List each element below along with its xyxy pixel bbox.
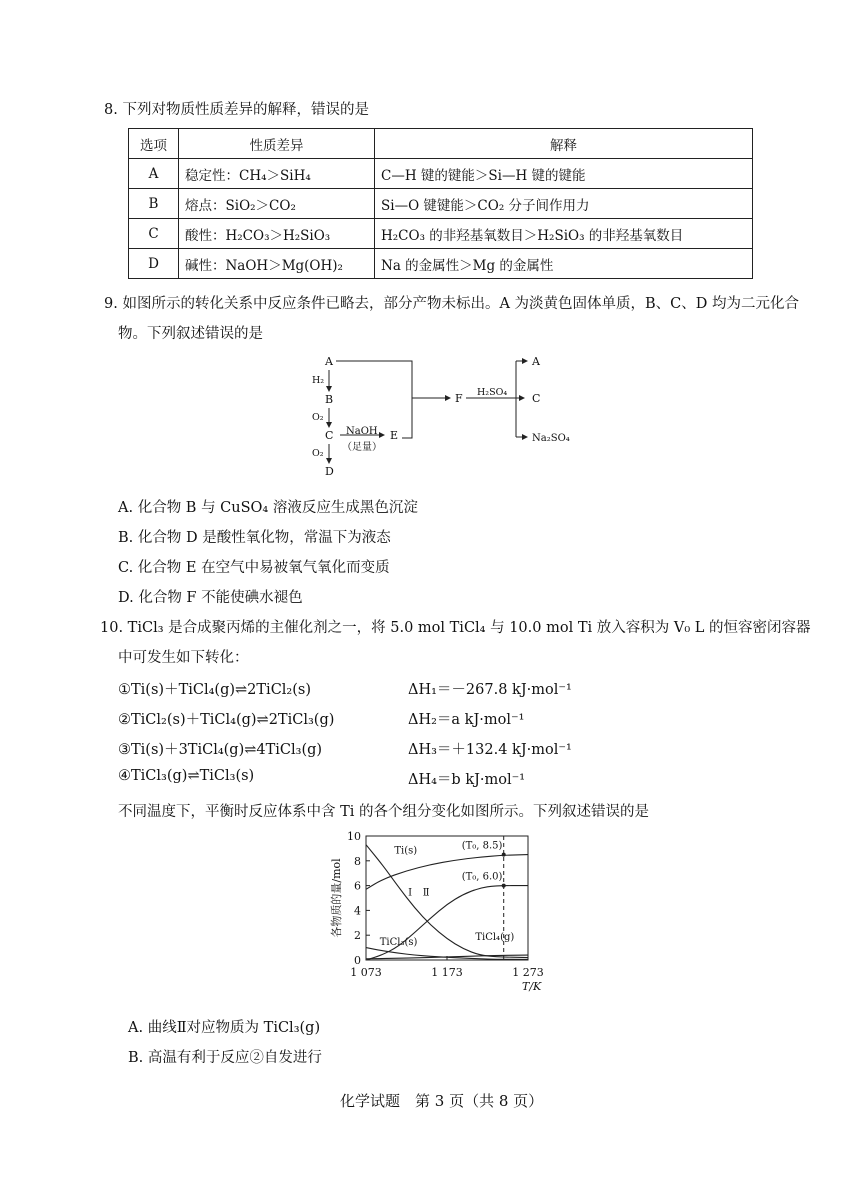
annotation-point [502,884,506,888]
annotation-label: (T₀, 8.5) [461,840,503,852]
y-tick-label: 8 [354,854,361,868]
y-tick-label: 10 [347,830,361,843]
header-option: 选项 [129,129,179,159]
y-tick-label: 4 [354,904,361,918]
row-option: A [129,159,179,189]
label-naoh: NaOH [346,426,378,437]
label-o2-second: O₂ [312,448,324,459]
equilibrium-chart [328,826,568,1004]
q9-option-c: C. 化合物 E 在空气中易被氧气氧化而变质 [118,560,390,576]
q9-option-b: B. 化合物 D 是酸性氧化物，常温下为液态 [118,530,391,546]
node-c: C [325,429,334,442]
node-d: D [325,465,334,478]
chart-intro: 不同温度下，平衡时反应体系中含 Ti 的各个组分变化如图所示。下列叙述错误的是 [118,804,650,820]
x-tick-label: 1 173 [431,966,463,979]
reaction-3-enthalpy: ΔH₃＝＋132.4 kJ·mol⁻¹ [408,742,572,758]
table-row [129,249,753,279]
header-property: 性质差异 [179,129,375,159]
node-b: B [325,393,334,406]
reaction-2-enthalpy: ΔH₂＝a kJ·mol⁻¹ [408,712,525,728]
row-property: 碱性：NaOH＞Mg(OH)₂ [179,249,375,279]
reaction-2: ②TiCl₂(s)＋TiCl₄(g)⇌2TiCl₃(g) [118,712,335,728]
y-tick-label: 6 [354,879,361,893]
row-explanation: H₂CO₃ 的非羟基氧数目＞H₂SiO₃ 的非羟基氧数目 [375,219,753,249]
series-label: Ⅰ [408,887,413,899]
table-row [129,189,753,219]
y-axis-label: 各物质的量/mol [330,858,343,938]
node-a: A [325,355,333,368]
label-o2-first: O₂ [312,412,324,423]
row-property: 酸性：H₂CO₃＞H₂SiO₃ [179,219,375,249]
x-tick-label: 1 273 [512,966,544,979]
q9-stem-line2: 物。下列叙述错误的是 [118,326,263,342]
q9-option-a: A. 化合物 B 与 CuSO₄ 溶液反应生成黑色沉淀 [118,500,418,516]
row-option: B [129,189,179,219]
q10-stem-line2: 中可发生如下转化： [118,650,249,666]
row-option: D [129,249,179,279]
row-explanation: Na 的金属性＞Mg 的金属性 [375,249,753,279]
row-property: 稳定性：CH₄＞SiH₄ [179,159,375,189]
label-h2: H₂ [312,375,325,386]
reaction-1: ①Ti(s)＋TiCl₄(g)⇌2TiCl₂(s) [118,682,311,698]
annotation-point [502,853,506,857]
table-row [129,159,753,189]
q10-option-b: B. 高温有利于反应②自发进行 [128,1050,322,1066]
y-tick-label: 2 [354,929,361,943]
product-c: C [532,392,541,405]
reaction-3: ③Ti(s)＋3TiCl₄(g)⇌4TiCl₃(g) [118,742,323,758]
reaction-1-enthalpy: ΔH₁＝－267.8 kJ·mol⁻¹ [408,682,572,698]
product-a: A [532,355,540,368]
q9-stem-line1: 9. 如图所示的转化关系中反应条件已略去，部分产物未标出。A 为淡黄色固体单质，B、C、D 均为二元化合 [104,296,800,312]
x-tick-label: 1 073 [350,966,382,979]
series-label: TiCl₃(s) [379,937,418,949]
y-tick-label: 0 [354,954,361,967]
reaction-4: ④TiCl₃(g)⇌TiCl₃(s) [118,768,255,784]
reaction-4-enthalpy: ΔH₄＝b kJ·mol⁻¹ [408,772,526,788]
label-excess: （足量） [342,442,382,453]
node-f: F [455,392,463,405]
series-label: TiCl₄(g) [475,932,515,944]
label-h2so4: H₂SO₄ [477,387,508,398]
q8-table [128,128,753,279]
product-na2so4: Na₂SO₄ [532,433,570,444]
node-e: E [390,429,399,442]
annotation-label: (T₀, 6.0) [461,871,503,883]
header-explanation: 解释 [375,129,753,159]
page-footer: 化学试题 第 3 页（共 8 页） [340,1092,544,1110]
row-explanation: Si—O 键键能＞CO₂ 分子间作用力 [375,189,753,219]
row-explanation: C—H 键的键能＞Si—H 键的键能 [375,159,753,189]
series-label: Ⅱ [422,887,430,899]
row-property: 熔点：SiO₂＞CO₂ [179,189,375,219]
table-header-row [129,129,753,159]
row-option: C [129,219,179,249]
q10-option-a: A. 曲线Ⅱ对应物质为 TiCl₃(g) [128,1020,321,1036]
q9-transformation-diagram [300,348,590,483]
q8-stem: 8. 下列对物质性质差异的解释，错误的是 [104,102,369,118]
x-axis-label: T/K [522,980,542,993]
series-label: Ti(s) [394,845,418,857]
q10-stem-line1: 10. TiCl₃ 是合成聚丙烯的主催化剂之一，将 5.0 mol TiCl₄ 与 10.0 mol Ti 放入容积为 V₀ L 的恒容密闭容器 [100,620,811,636]
table-row [129,219,753,249]
q9-option-d: D. 化合物 F 不能使碘水褪色 [118,590,303,606]
